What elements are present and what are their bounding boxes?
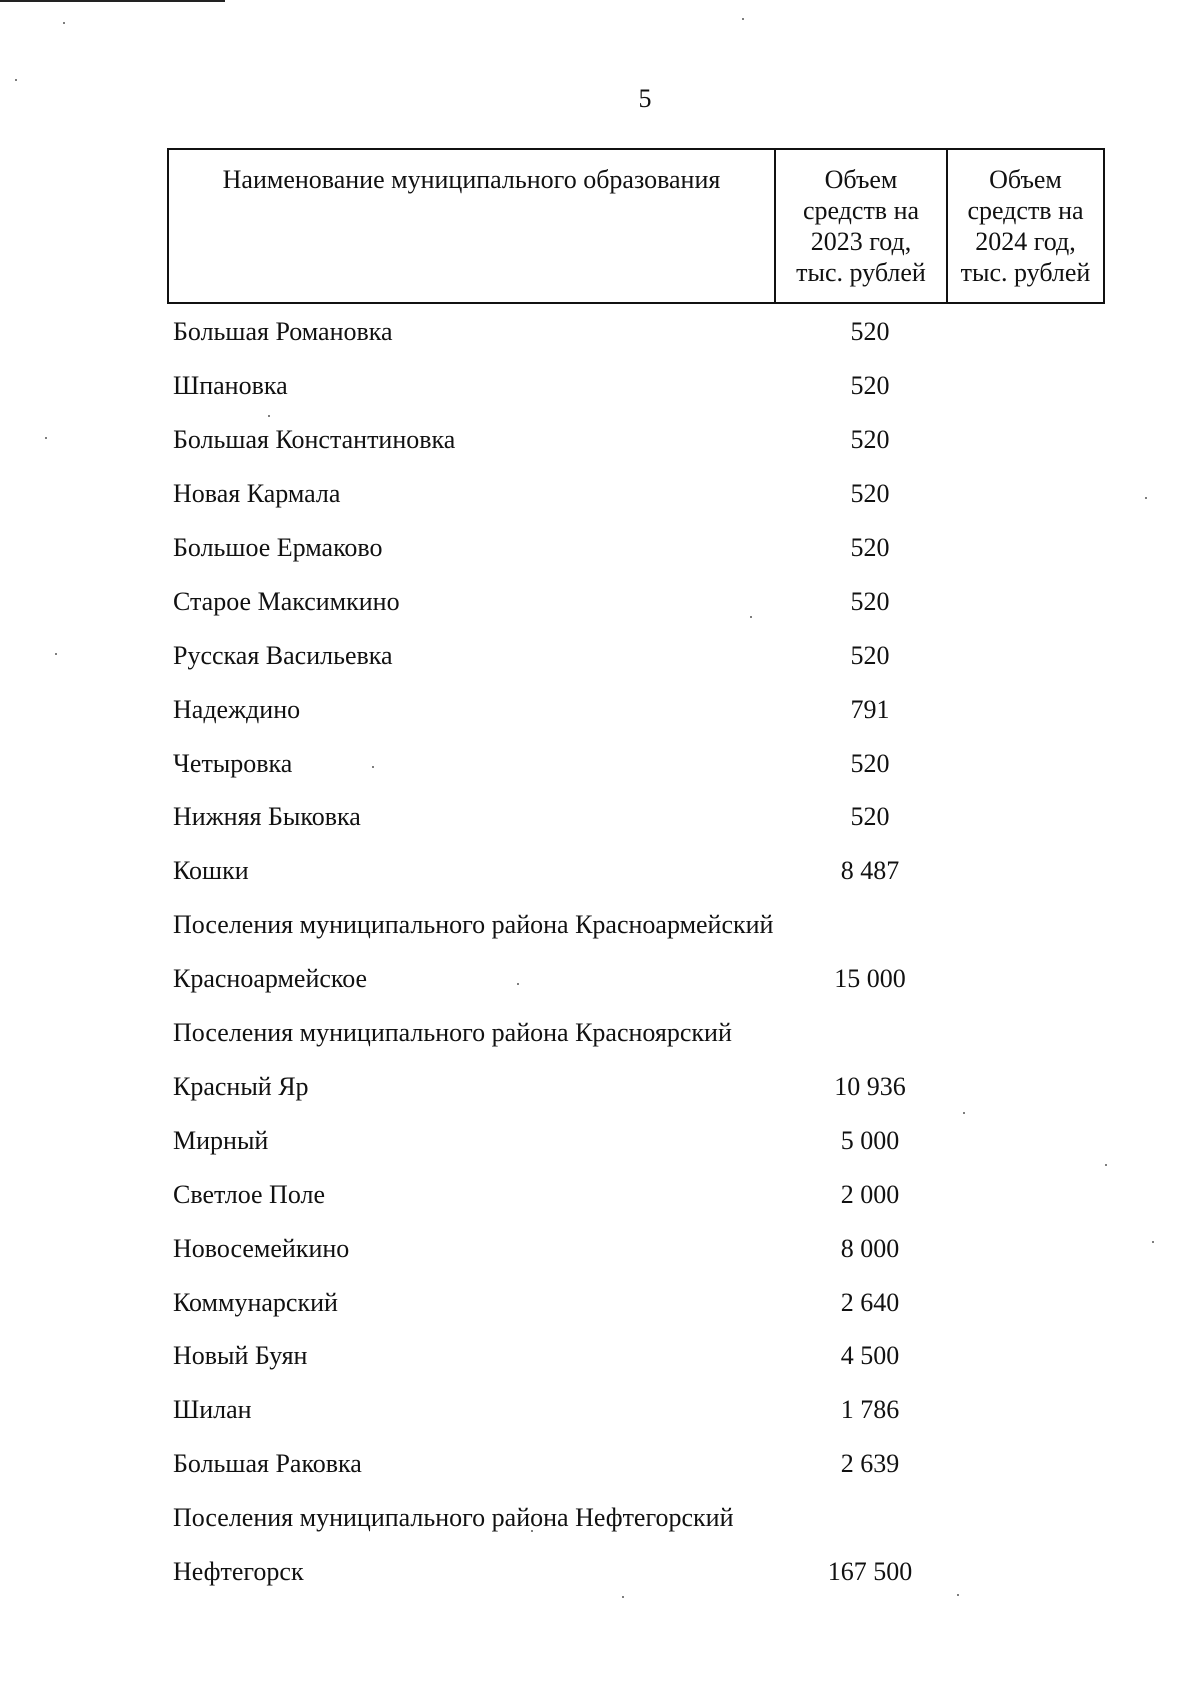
municipality-name: Новая Кармала — [173, 479, 341, 508]
table-row — [173, 1069, 1073, 1105]
municipality-name: Красный Яр — [173, 1072, 309, 1101]
header-2024-line: 2024 год, — [975, 227, 1076, 256]
amount-2023: 520 — [850, 479, 890, 508]
municipality-name: Надеждино — [173, 695, 301, 724]
municipality-name: Светлое Поле — [173, 1180, 326, 1209]
table-row — [173, 1392, 1073, 1428]
amount-2023: 1 786 — [840, 1395, 900, 1424]
table-row — [173, 961, 1073, 997]
amount-2023: 791 — [850, 695, 890, 724]
amount-2023: 8 487 — [840, 856, 900, 885]
amount-2023: 5 000 — [840, 1126, 900, 1155]
amount-2023: 2 639 — [840, 1449, 900, 1478]
municipality-name: Новый Буян — [173, 1341, 308, 1370]
table-row — [173, 1446, 1073, 1482]
table-row — [173, 746, 1073, 782]
municipality-name: Большая Романовка — [173, 317, 393, 346]
municipality-name: Русская Васильевка — [173, 641, 393, 670]
table-row — [173, 1231, 1073, 1267]
table-row — [173, 1338, 1073, 1374]
scan-speck — [15, 79, 17, 81]
municipality-name: Кошки — [173, 856, 249, 885]
scan-speck — [55, 653, 57, 655]
table-row — [173, 1554, 1073, 1590]
municipality-name: Новосемейкино — [173, 1234, 350, 1263]
table-row — [173, 1285, 1073, 1321]
amount-2023: 4 500 — [840, 1341, 900, 1370]
scan-speck — [268, 415, 270, 417]
scan-speck — [622, 1596, 624, 1598]
municipality-name: Нижняя Быковка — [173, 802, 361, 831]
table-row — [173, 1177, 1073, 1213]
table-row — [173, 692, 1073, 728]
district-group-heading: Поселения муниципального района Красноярский — [173, 1018, 732, 1047]
amount-2023: 15 000 — [834, 964, 906, 993]
municipality-name: Большая Константиновка — [173, 425, 456, 454]
municipality-name: Большое Ермаково — [173, 533, 383, 562]
scan-speck — [1145, 497, 1147, 499]
table-row — [173, 530, 1073, 566]
municipality-name: Красноармейское — [173, 964, 368, 993]
table-row — [173, 584, 1073, 620]
scan-speck — [742, 18, 744, 20]
municipality-name: Старое Максимкино — [173, 587, 400, 616]
municipality-name: Большая Раковка — [173, 1449, 362, 1478]
scan-speck — [63, 22, 65, 24]
table-row-group-heading — [173, 907, 1073, 943]
amount-2023: 520 — [850, 425, 890, 454]
amount-2023: 520 — [850, 587, 890, 616]
scan-speck — [45, 437, 47, 439]
amount-2023: 2 000 — [840, 1180, 900, 1209]
scan-speck — [957, 1594, 959, 1596]
district-group-heading: Поселения муниципального района Красноармейский — [173, 910, 774, 939]
header-2024-line: тыс. рублей — [960, 258, 1091, 287]
municipality-name: Четыровка — [173, 749, 293, 778]
table-row-group-heading — [173, 1500, 1073, 1536]
table-row — [173, 422, 1073, 458]
table-row — [173, 799, 1073, 835]
scan-speck — [963, 1112, 965, 1114]
header-2023-line: средств на — [802, 196, 920, 225]
table-header — [167, 148, 1105, 304]
amount-2023: 520 — [850, 317, 890, 346]
amount-2023: 520 — [850, 533, 890, 562]
header-2023-line: тыс. рублей — [796, 258, 926, 287]
table-row — [173, 1123, 1073, 1159]
amount-2023: 8 000 — [840, 1234, 900, 1263]
municipality-name: Шилан — [173, 1395, 252, 1424]
amount-2023: 520 — [850, 371, 890, 400]
header-name-column: Наименование муниципального образования — [169, 150, 776, 302]
municipality-name: Мирный — [173, 1126, 269, 1155]
header-2024-column — [948, 150, 1103, 302]
table-row — [173, 853, 1073, 889]
header-2023-column — [776, 150, 948, 302]
amount-2023: 520 — [850, 641, 890, 670]
table-row-group-heading — [173, 1015, 1073, 1051]
table-row — [173, 314, 1073, 350]
municipality-name: Нефтегорск — [173, 1557, 304, 1586]
table-row — [173, 368, 1073, 404]
top-rule — [0, 0, 225, 2]
amount-2023: 520 — [850, 802, 890, 831]
scan-speck — [1152, 1241, 1154, 1243]
municipality-name: Коммунарский — [173, 1288, 338, 1317]
district-group-heading: Поселения муниципального района Нефтегорский — [173, 1503, 734, 1532]
amount-2023: 10 936 — [834, 1072, 906, 1101]
header-2023-line: Объем — [824, 165, 898, 194]
header-2023-line: 2023 год, — [810, 227, 912, 256]
amount-2023: 167 500 — [827, 1557, 913, 1586]
municipality-name: Шпановка — [173, 371, 288, 400]
amount-2023: 520 — [850, 749, 890, 778]
table-row — [173, 638, 1073, 674]
amount-2023: 2 640 — [840, 1288, 900, 1317]
page-number: 5 — [638, 84, 652, 113]
header-2024-line: Объем — [989, 165, 1062, 194]
scan-speck — [1105, 1164, 1107, 1166]
header-2024-line: средств на — [967, 196, 1084, 225]
table-row — [173, 476, 1073, 512]
